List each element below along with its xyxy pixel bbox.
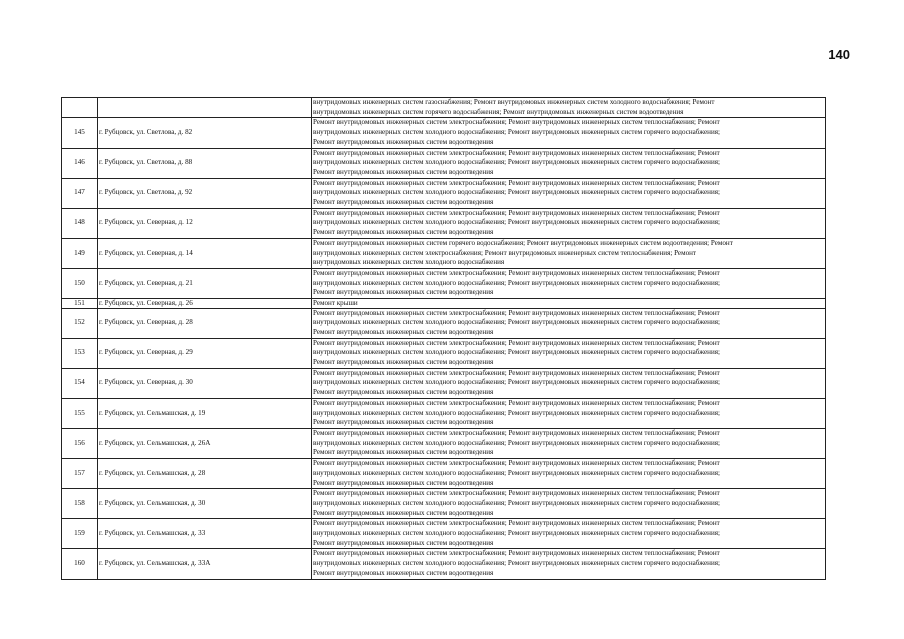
works-line: внутридомовых инженерных систем холодного водоснабжения; Ремонт внутридомовых инженерных систем горячего водоснабжения;: [313, 158, 721, 167]
repair-works-description: [312, 519, 826, 549]
works-line: внутридомовых инженерных систем холодного водоснабжения: [313, 258, 505, 267]
works-line: внутридомовых инженерных систем газоснабжения; Ремонт внутридомовых инженерных систем холодного водоснабжения; Ремонт: [313, 98, 715, 106]
works-line: Ремонт внутридомовых инженерных систем водоотведения: [313, 228, 494, 237]
works-line: внутридомовых инженерных систем холодного водоснабжения; Ремонт внутридомовых инженерных систем горячего водоснабжения;: [313, 498, 721, 507]
row-number: 148: [62, 208, 98, 238]
works-line: Ремонт внутридомовых инженерных систем электроснабжения; Ремонт внутридомовых инженерных систем теплоснабжения; Ремонт: [313, 208, 720, 217]
table-row: [62, 238, 826, 268]
works-line: Ремонт внутридомовых инженерных систем электроснабжения; Ремонт внутридомовых инженерных систем теплоснабжения; Ремонт: [313, 519, 720, 528]
row-number: 145: [62, 118, 98, 148]
works-line: внутридомовых инженерных систем холодного водоснабжения; Ремонт внутридомовых инженерных систем горячего водоснабжения;: [313, 128, 721, 137]
table-row: [62, 459, 826, 489]
table-row: [62, 118, 826, 148]
building-address: г. Рубцовск, ул. Сельмашская, д. 26А: [98, 429, 312, 459]
works-line: Ремонт внутридомовых инженерных систем электроснабжения; Ремонт внутридомовых инженерных систем теплоснабжения; Ремонт: [313, 338, 720, 347]
repair-works-description: [312, 299, 826, 309]
works-line: внутридомовых инженерных систем холодного водоснабжения; Ремонт внутридомовых инженерных систем горячего водоснабжения;: [313, 318, 721, 327]
table-row: [62, 489, 826, 519]
table-body: [62, 98, 826, 580]
table-row: [62, 268, 826, 298]
works-line: Ремонт внутридомовых инженерных систем водоотведения: [313, 538, 494, 547]
building-address: г. Рубцовск, ул. Северная, д. 29: [98, 338, 312, 368]
works-line: Ремонт внутридомовых инженерных систем электроснабжения; Ремонт внутридомовых инженерных систем теплоснабжения; Ремонт: [313, 459, 720, 468]
works-line: Ремонт внутридомовых инженерных систем электроснабжения; Ремонт внутридомовых инженерных систем теплоснабжения; Ремонт: [313, 268, 720, 277]
works-line: внутридомовых инженерных систем холодного водоснабжения; Ремонт внутридомовых инженерных систем горячего водоснабжения;: [313, 278, 721, 287]
repair-works-description: [312, 148, 826, 178]
row-number: 153: [62, 338, 98, 368]
building-address: г. Рубцовск, ул. Северная, д. 30: [98, 368, 312, 398]
works-line: внутридомовых инженерных систем холодного водоснабжения; Ремонт внутридомовых инженерных систем горячего водоснабжения;: [313, 348, 721, 357]
table-row: [62, 429, 826, 459]
works-line: внутридомовых инженерных систем холодного водоснабжения; Ремонт внутридомовых инженерных систем горячего водоснабжения;: [313, 218, 721, 227]
works-line: Ремонт внутридомовых инженерных систем электроснабжения; Ремонт внутридомовых инженерных систем теплоснабжения; Ремонт: [313, 429, 720, 437]
works-line: внутридомовых инженерных систем электроснабжения; Ремонт внутридомовых инженерных систем теплоснабжения; Ремонт: [313, 248, 697, 257]
works-line: Ремонт внутридомовых инженерных систем электроснабжения; Ремонт внутридомовых инженерных систем теплоснабжения; Ремонт: [313, 489, 720, 498]
works-line: Ремонт внутридомовых инженерных систем горячего водоснабжения; Ремонт внутридомовых инженерных систем водоотведения; Ремонт: [313, 238, 733, 247]
building-address: г. Рубцовск, ул. Сельмашская, д. 33А: [98, 549, 312, 579]
building-address: г. Рубцовск, ул. Сельмашская, д. 28: [98, 459, 312, 489]
row-number: 152: [62, 308, 98, 338]
works-line: Ремонт внутридомовых инженерных систем водоотведения: [313, 418, 494, 427]
row-number: 154: [62, 368, 98, 398]
works-line: Ремонт внутридомовых инженерных систем водоотведения: [313, 327, 494, 336]
page-number: 140: [828, 47, 850, 62]
building-address: г. Рубцовск, ул. Светлова, д. 88: [98, 148, 312, 178]
row-number: 146: [62, 148, 98, 178]
table-row: [62, 519, 826, 549]
repair-works-description: [312, 338, 826, 368]
row-number: 156: [62, 429, 98, 459]
works-line: Ремонт внутридомовых инженерных систем водоотведения: [313, 388, 494, 397]
building-address: г. Рубцовск, ул. Сельмашская, д. 33: [98, 519, 312, 549]
works-line: внутридомовых инженерных систем холодного водоснабжения; Ремонт внутридомовых инженерных систем горячего водоснабжения;: [313, 468, 721, 477]
works-line: Ремонт внутридомовых инженерных систем водоотведения: [313, 568, 494, 577]
repair-works-table: [61, 97, 826, 580]
building-address: г. Рубцовск, ул. Северная, д. 12: [98, 208, 312, 238]
works-line: внутридомовых инженерных систем холодного водоснабжения; Ремонт внутридомовых инженерных систем горячего водоснабжения;: [313, 188, 721, 197]
building-address: [98, 98, 312, 118]
works-line: внутридомовых инженерных систем холодного водоснабжения; Ремонт внутридомовых инженерных систем горячего водоснабжения;: [313, 378, 721, 387]
works-line: Ремонт внутридомовых инженерных систем водоотведения: [313, 137, 494, 146]
works-line: внутридомовых инженерных систем холодного водоснабжения; Ремонт внутридомовых инженерных систем горячего водоснабжения;: [313, 559, 721, 568]
works-line: Ремонт внутридомовых инженерных систем водоотведения: [313, 508, 494, 517]
repair-works-description: [312, 398, 826, 428]
repair-works-description: [312, 459, 826, 489]
row-number: 151: [62, 299, 98, 309]
building-address: г. Рубцовск, ул. Светлова, д. 82: [98, 118, 312, 148]
row-number: 147: [62, 178, 98, 208]
repair-works-description: [312, 178, 826, 208]
building-address: г. Рубцовск, ул. Северная, д. 14: [98, 238, 312, 268]
table-row: [62, 338, 826, 368]
table-row: [62, 549, 826, 579]
repair-works-description: [312, 368, 826, 398]
table-row: [62, 148, 826, 178]
row-number: 157: [62, 459, 98, 489]
works-line: Ремонт внутридомовых инженерных систем электроснабжения; Ремонт внутридомовых инженерных систем теплоснабжения; Ремонт: [313, 148, 720, 157]
table-row: [62, 299, 826, 309]
repair-works-description: [312, 238, 826, 268]
table-row: [62, 308, 826, 338]
row-number: 149: [62, 238, 98, 268]
works-line: Ремонт внутридомовых инженерных систем электроснабжения; Ремонт внутридомовых инженерных систем теплоснабжения; Ремонт: [313, 308, 720, 317]
repair-works-description: [312, 118, 826, 148]
building-address: г. Рубцовск, ул. Северная, д. 28: [98, 308, 312, 338]
building-address: г. Рубцовск, ул. Сельмашская, д. 19: [98, 398, 312, 428]
building-address: г. Рубцовск, ул. Северная, д. 26: [98, 299, 312, 309]
building-address: г. Рубцовск, ул. Северная, д. 21: [98, 268, 312, 298]
table-row: [62, 98, 826, 118]
works-line: Ремонт внутридомовых инженерных систем электроснабжения; Ремонт внутридомовых инженерных систем теплоснабжения; Ремонт: [313, 549, 720, 558]
works-line: Ремонт внутридомовых инженерных систем электроснабжения; Ремонт внутридомовых инженерных систем теплоснабжения; Ремонт: [313, 398, 720, 407]
table-row: [62, 208, 826, 238]
row-number: 160: [62, 549, 98, 579]
works-line: Ремонт внутридомовых инженерных систем водоотведения: [313, 358, 494, 367]
repair-works-description: [312, 429, 826, 459]
table-row: [62, 368, 826, 398]
works-line: Ремонт внутридомовых инженерных систем водоотведения: [313, 167, 494, 176]
repair-works-description: [312, 208, 826, 238]
repair-works-description: [312, 268, 826, 298]
works-line: Ремонт внутридомовых инженерных систем водоотведения: [313, 478, 494, 487]
table-row: [62, 178, 826, 208]
works-line: Ремонт внутридомовых инженерных систем водоотведения: [313, 288, 494, 297]
works-line: внутридомовых инженерных систем холодного водоснабжения; Ремонт внутридомовых инженерных систем горячего водоснабжения;: [313, 529, 721, 538]
repair-works-description: [312, 308, 826, 338]
works-line: Ремонт крыши: [313, 299, 358, 308]
row-number: 159: [62, 519, 98, 549]
repair-works-description: [312, 98, 826, 118]
works-line: Ремонт внутридомовых инженерных систем электроснабжения; Ремонт внутридомовых инженерных систем теплоснабжения; Ремонт: [313, 118, 720, 127]
row-number: 150: [62, 268, 98, 298]
works-line: Ремонт внутридомовых инженерных систем водоотведения: [313, 448, 494, 457]
works-line: внутридомовых инженерных систем холодного водоснабжения; Ремонт внутридомовых инженерных систем горячего водоснабжения;: [313, 408, 721, 417]
table-row: [62, 398, 826, 428]
works-line: Ремонт внутридомовых инженерных систем электроснабжения; Ремонт внутридомовых инженерных систем теплоснабжения; Ремонт: [313, 178, 720, 187]
repair-works-description: [312, 549, 826, 579]
row-number: 158: [62, 489, 98, 519]
row-number: 155: [62, 398, 98, 428]
repair-works-description: [312, 489, 826, 519]
building-address: г. Рубцовск, ул. Светлова, д. 92: [98, 178, 312, 208]
works-line: внутридомовых инженерных систем холодного водоснабжения; Ремонт внутридомовых инженерных систем горячего водоснабжения;: [313, 438, 721, 447]
works-line: внутридомовых инженерных систем горячего водоснабжения; Ремонт внутридомовых инженерных систем водоотведения: [313, 107, 684, 116]
building-address: г. Рубцовск, ул. Сельмашская, д. 30: [98, 489, 312, 519]
row-number: [62, 98, 98, 118]
works-line: Ремонт внутридомовых инженерных систем водоотведения: [313, 198, 494, 207]
works-line: Ремонт внутридомовых инженерных систем электроснабжения; Ремонт внутридомовых инженерных систем теплоснабжения; Ремонт: [313, 368, 720, 377]
